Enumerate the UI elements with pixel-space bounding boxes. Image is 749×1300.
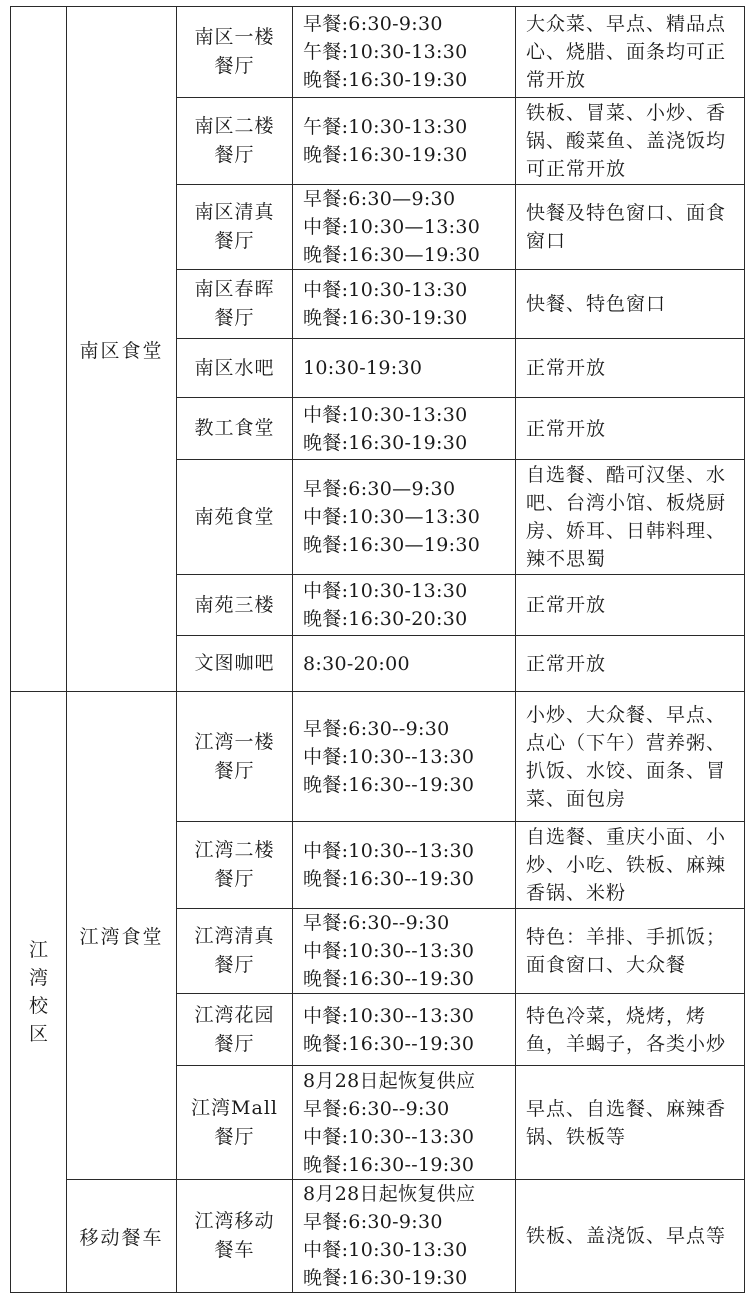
restaurant-name: 江湾一楼餐厅	[194, 730, 275, 782]
hours-line: 晚餐:16:30-19:30	[303, 1267, 468, 1289]
notes-cell	[515, 1179, 745, 1293]
notes-text: 大众菜、早点、精品点心、烧腊、面条均可正常开放	[526, 13, 727, 91]
notes-text: 正常开放	[526, 594, 607, 616]
hours-line: 10:30-19:30	[303, 357, 423, 379]
campus-cell	[10, 691, 67, 1293]
notes-text: 小炒、大众餐、早点、点心（下午）营养粥、扒饭、水饺、面条、冒菜、面包房	[526, 703, 727, 810]
hours-line: 晚餐:16:30-19:30	[303, 307, 468, 329]
hours-line: 晚餐:16:30—19:30	[303, 244, 481, 266]
hours-line: 中餐:10:30—13:30	[303, 506, 481, 528]
hours-line: 中餐:10:30--13:30	[303, 1125, 475, 1148]
restaurant-name: 江湾花园餐厅	[194, 1003, 275, 1055]
hours-cell	[292, 1065, 516, 1180]
restaurant-name: 南苑食堂	[194, 505, 275, 528]
hours-line: 晚餐:16:30-19:30	[303, 69, 468, 91]
notes-text: 快餐、特色窗口	[526, 293, 667, 315]
hours-cell	[292, 6, 516, 98]
campus-name: 江湾校区	[28, 939, 48, 1045]
restaurant-name: 江湾二楼餐厅	[194, 839, 275, 890]
hours-cell	[292, 821, 516, 909]
notes-cell	[515, 338, 745, 398]
restaurant-cell	[176, 97, 293, 185]
hours-list	[293, 1180, 475, 1292]
hours-line: 晚餐:16:30-19:30	[303, 431, 468, 454]
notes-cell	[515, 574, 745, 636]
notes-text: 正常开放	[526, 652, 607, 675]
hours-line: 午餐:10:30-13:30	[303, 116, 468, 138]
hours-cell	[292, 459, 516, 575]
restaurant-name: 江湾Mall餐厅	[191, 1096, 278, 1148]
restaurant-cell	[176, 993, 293, 1066]
hours-list	[293, 577, 468, 633]
hours-line: 早餐:6:30--9:30	[303, 1097, 450, 1120]
hours-cell	[292, 397, 516, 460]
restaurant-cell	[176, 397, 293, 460]
hours-list	[293, 113, 468, 169]
notes-cell	[515, 397, 745, 460]
restaurant-name: 南区水吧	[194, 356, 275, 379]
notes-text: 自选餐、重庆小面、小炒、小吃、铁板、麻辣香锅、米粉	[526, 826, 727, 904]
restaurant-name: 南区一楼餐厅	[194, 26, 275, 77]
hours-line: 早餐:6:30—9:30	[303, 478, 456, 500]
hours-line: 中餐:10:30—13:30	[303, 216, 481, 238]
hours-line: 晚餐:16:30-20:30	[303, 608, 468, 630]
hours-line: 晚餐:16:30--19:30	[303, 968, 475, 990]
notes-text: 自选餐、酷可汉堡、水吧、台湾小馆、板烧厨房、娇耳、日韩料理、辣不思蜀	[526, 464, 727, 570]
notes-cell	[515, 184, 745, 270]
hours-list	[293, 909, 474, 993]
restaurant-name: 南苑三楼	[194, 593, 275, 616]
hours-line: 8月28日起恢复供应	[303, 1069, 476, 1092]
hours-line: 早餐:6:30--9:30	[303, 717, 450, 740]
hours-line: 晚餐:16:30--19:30	[303, 1032, 475, 1055]
hours-cell	[292, 691, 516, 822]
hours-line: 8月28日起恢复供应	[303, 1183, 476, 1205]
restaurant-name: 江湾清真餐厅	[194, 925, 275, 976]
hours-line: 午餐:10:30-13:30	[303, 41, 468, 63]
notes-text: 早点、自选餐、麻辣香锅、铁板等	[526, 1097, 727, 1148]
notes-cell	[515, 993, 745, 1066]
notes-text: 铁板、盖浇饭、早点等	[526, 1225, 727, 1247]
canteen-cell	[66, 1179, 177, 1293]
hours-line: 早餐:6:30-9:30	[303, 13, 443, 35]
hours-line: 8:30-20:00	[303, 652, 410, 675]
restaurant-name: 教工食堂	[194, 417, 275, 439]
canteen-name: 南区食堂	[79, 339, 164, 362]
restaurant-name: 南区春晖餐厅	[194, 278, 275, 329]
restaurant-name: 南区二楼餐厅	[194, 115, 275, 166]
notes-text: 特色：羊排、手抓饭；面食窗口、大众餐	[526, 926, 727, 976]
hours-list	[293, 475, 480, 559]
hours-line: 晚餐:16:30--19:30	[303, 1153, 475, 1176]
hours-line: 中餐:10:30-13:30	[303, 580, 468, 602]
restaurant-name: 文图咖吧	[194, 652, 275, 674]
hours-cell	[292, 908, 516, 994]
restaurant-cell	[176, 908, 293, 994]
restaurant-cell	[176, 691, 293, 822]
restaurant-cell	[176, 1179, 293, 1293]
notes-cell	[515, 6, 745, 98]
canteen-cell	[66, 691, 177, 1180]
hours-line: 晚餐:16:30-19:30	[303, 144, 468, 166]
hours-cell	[292, 993, 516, 1066]
hours-line: 中餐:10:30--13:30	[303, 1004, 475, 1027]
restaurant-cell	[176, 459, 293, 575]
hours-cell	[292, 97, 516, 185]
restaurant-cell	[176, 6, 293, 98]
hours-cell	[292, 574, 516, 636]
hours-line: 中餐:10:30-13:30	[303, 403, 468, 426]
hours-list	[293, 276, 468, 332]
hours-line: 早餐:6:30—9:30	[303, 188, 456, 210]
canteen-cell	[66, 6, 177, 692]
hours-line: 中餐:10:30--13:30	[303, 745, 475, 768]
hours-cell	[292, 1179, 516, 1293]
hours-line: 早餐:6:30--9:30	[303, 912, 450, 934]
hours-list	[293, 837, 474, 893]
hours-list	[293, 1002, 474, 1058]
hours-list	[293, 10, 468, 94]
hours-line: 晚餐:16:30—19:30	[303, 534, 481, 556]
hours-line: 中餐:10:30--13:30	[303, 940, 475, 962]
restaurant-name: 江湾移动餐车	[194, 1210, 275, 1261]
hours-list	[293, 715, 474, 799]
hours-line: 晚餐:16:30--19:30	[303, 868, 475, 890]
hours-list	[293, 401, 468, 457]
restaurant-cell	[176, 574, 293, 636]
hours-line: 中餐:10:30--13:30	[303, 840, 475, 862]
canteen-name: 江湾食堂	[79, 926, 164, 948]
notes-text: 特色冷菜，烧烤，烤鱼，羊蝎子，各类小炒	[526, 1004, 727, 1055]
hours-cell	[292, 269, 516, 339]
notes-text: 铁板、冒菜、小炒、香锅、酸菜鱼、盖浇饭均可正常开放	[526, 102, 727, 180]
notes-cell	[515, 97, 745, 185]
restaurant-name: 南区清真餐厅	[194, 201, 275, 252]
hours-line: 中餐:10:30-13:30	[303, 1239, 468, 1261]
hours-cell	[292, 184, 516, 270]
restaurant-cell	[176, 269, 293, 339]
notes-cell	[515, 908, 745, 994]
restaurant-cell	[176, 1065, 293, 1180]
notes-cell	[515, 459, 745, 575]
notes-text: 正常开放	[526, 357, 607, 379]
notes-cell	[515, 691, 745, 822]
restaurant-cell	[176, 635, 293, 692]
campus-cell	[10, 6, 67, 692]
hours-list	[293, 185, 480, 269]
restaurant-cell	[176, 821, 293, 909]
hours-list	[293, 650, 410, 678]
canteen-name: 移动餐车	[79, 1226, 164, 1249]
hours-list	[293, 1067, 475, 1179]
hours-line: 晚餐:16:30--19:30	[303, 773, 475, 796]
notes-text: 快餐及特色窗口、面食窗口	[526, 202, 727, 252]
hours-cell	[292, 338, 516, 398]
notes-text: 正常开放	[526, 417, 607, 440]
notes-cell	[515, 821, 745, 909]
restaurant-cell	[176, 184, 293, 270]
notes-cell	[515, 635, 745, 692]
hours-cell	[292, 635, 516, 692]
notes-cell	[515, 1065, 745, 1180]
hours-line: 中餐:10:30-13:30	[303, 279, 468, 301]
hours-list	[293, 354, 422, 382]
notes-cell	[515, 269, 745, 339]
restaurant-cell	[176, 338, 293, 398]
hours-line: 早餐:6:30-9:30	[303, 1211, 443, 1233]
